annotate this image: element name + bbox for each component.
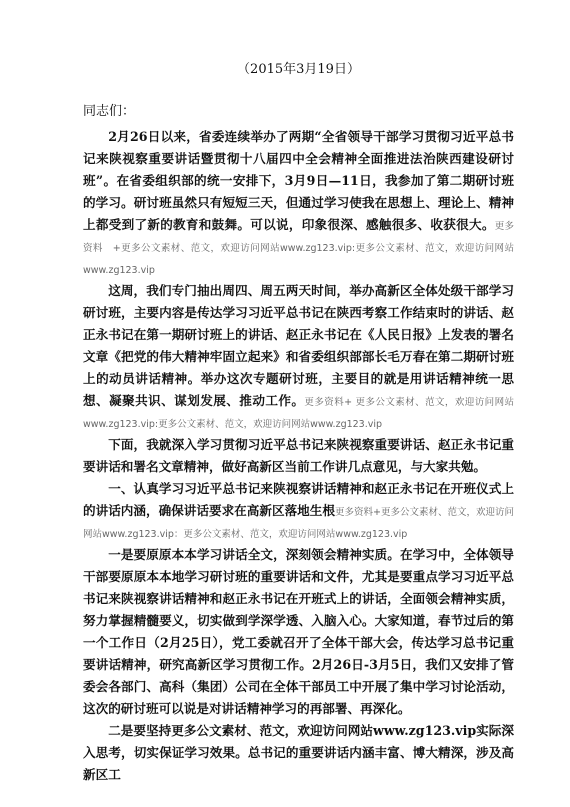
paragraph-5-text: 在学习中，全体领导干部要原原本本地学习研讨班的重要讲话和文件，尤其是要重点学习习近平总书记来陕视察讲话精神和赵正永书记在开班式上的讲话，全面领会精神实质，努力掌握精髓要义，切实做到学深学透、入脑入心。大家知道，春节过后的第一个工作日（2月25日），党工委就召开了全体干部大会，传达学习总书记重要讲话精神，研究高新区学习贯彻工作。2月26日-3月5日，我们又安排了管委会各部门、高科（集团）公司在全体干部员工中开展了集中学习讨论活动，这次的研讨班可以说是对讲话精神学习的再部署、再深化。 [83, 547, 515, 716]
paragraph-2-text: 这周，我们专门抽出周四、周五两天时间，举办高新区全体处级干部学习研讨班，主要内容是传达学习习近平总书记在陕西考察工作结束时的讲话、赵正永书记在第一期研讨班上的讲话、赵正永书记在《人民日报》上发表的署名文章《把党的伟大精神牢固立起来》和省委组织部部长毛万春在第二期研讨班上的动员讲话精神。举办这次专题研讨班，主要目的就是用讲话精神统一思想、凝聚共识、谋划发展、推动工作。 [83, 283, 514, 408]
paragraph-5 [83, 544, 514, 720]
paragraph-1-text: 2月26日以来，省委连续举办了两期“全省领导干部学习贯彻习近平总书记来陕视察重要讲话暨贯彻十八届四中全会精神全面推进法治陕西建设研讨班”。在省委组织部的统一安排下，3月9日—11日，我参加了第二期研讨班的学习。研讨班虽然只有短短三天，但通过学习使我在思想上、理论上、精神上都受到了新的教育和鼓舞。可以说，印象很深、感触很多、收获很大。 [83, 129, 514, 232]
paragraph-1 [83, 126, 514, 280]
ad-text-2: 更多资料+ 更多公文素材、范文，欢迎访问网站www.zg123.vip:更多公文素材、范文，欢迎访问网站www.zg123.vip [83, 397, 515, 430]
paragraph-2 [83, 280, 514, 434]
ad-text-1: 更多资料 +更多公文素材、范文，欢迎访问网站www.zg123.vip:更多公文素材、范文，欢迎访问网站www.zg123.vip [83, 221, 514, 276]
paragraph-3 [83, 434, 514, 478]
paragraph-3-text: 下面，我就深入学习贯彻习近平总书记来陕视察重要讲话、赵正永书记重要讲话和署名文章精神，做好高新区当前工作讲几点意见，与大家共勉。 [83, 437, 514, 474]
section-heading-1 [83, 478, 514, 544]
greeting: 同志们： [83, 104, 136, 119]
paragraph-6 [83, 720, 514, 786]
paragraph-6-lead: 二是要坚持更多公文素材、范文，欢迎访问网站www.zg123.vip实际深入思考，切实保证学习效果。 [83, 723, 514, 760]
paragraph-5-lead: 一是要原原本本学习讲话全文，深刻领会精神实质。 [108, 547, 400, 562]
ad-text-3: 更多资料+更多公文素材、范文，欢迎访问网站www.zg123.vip：更多公文素材、范文，欢迎访问网站www.zg123.vip [83, 507, 515, 540]
paragraph-6-text: 总书记的重要讲话内涵丰富、博大精深，涉及高新区工 [83, 745, 515, 782]
section-heading-1-text: 一、认真学习习近平总书记来陕视察讲话精神和赵正永书记在开班仪式上的讲话内涵，确保讲话要求在高新区落地生根 [83, 481, 514, 518]
document-date: （2015年3月19日） [237, 62, 360, 77]
